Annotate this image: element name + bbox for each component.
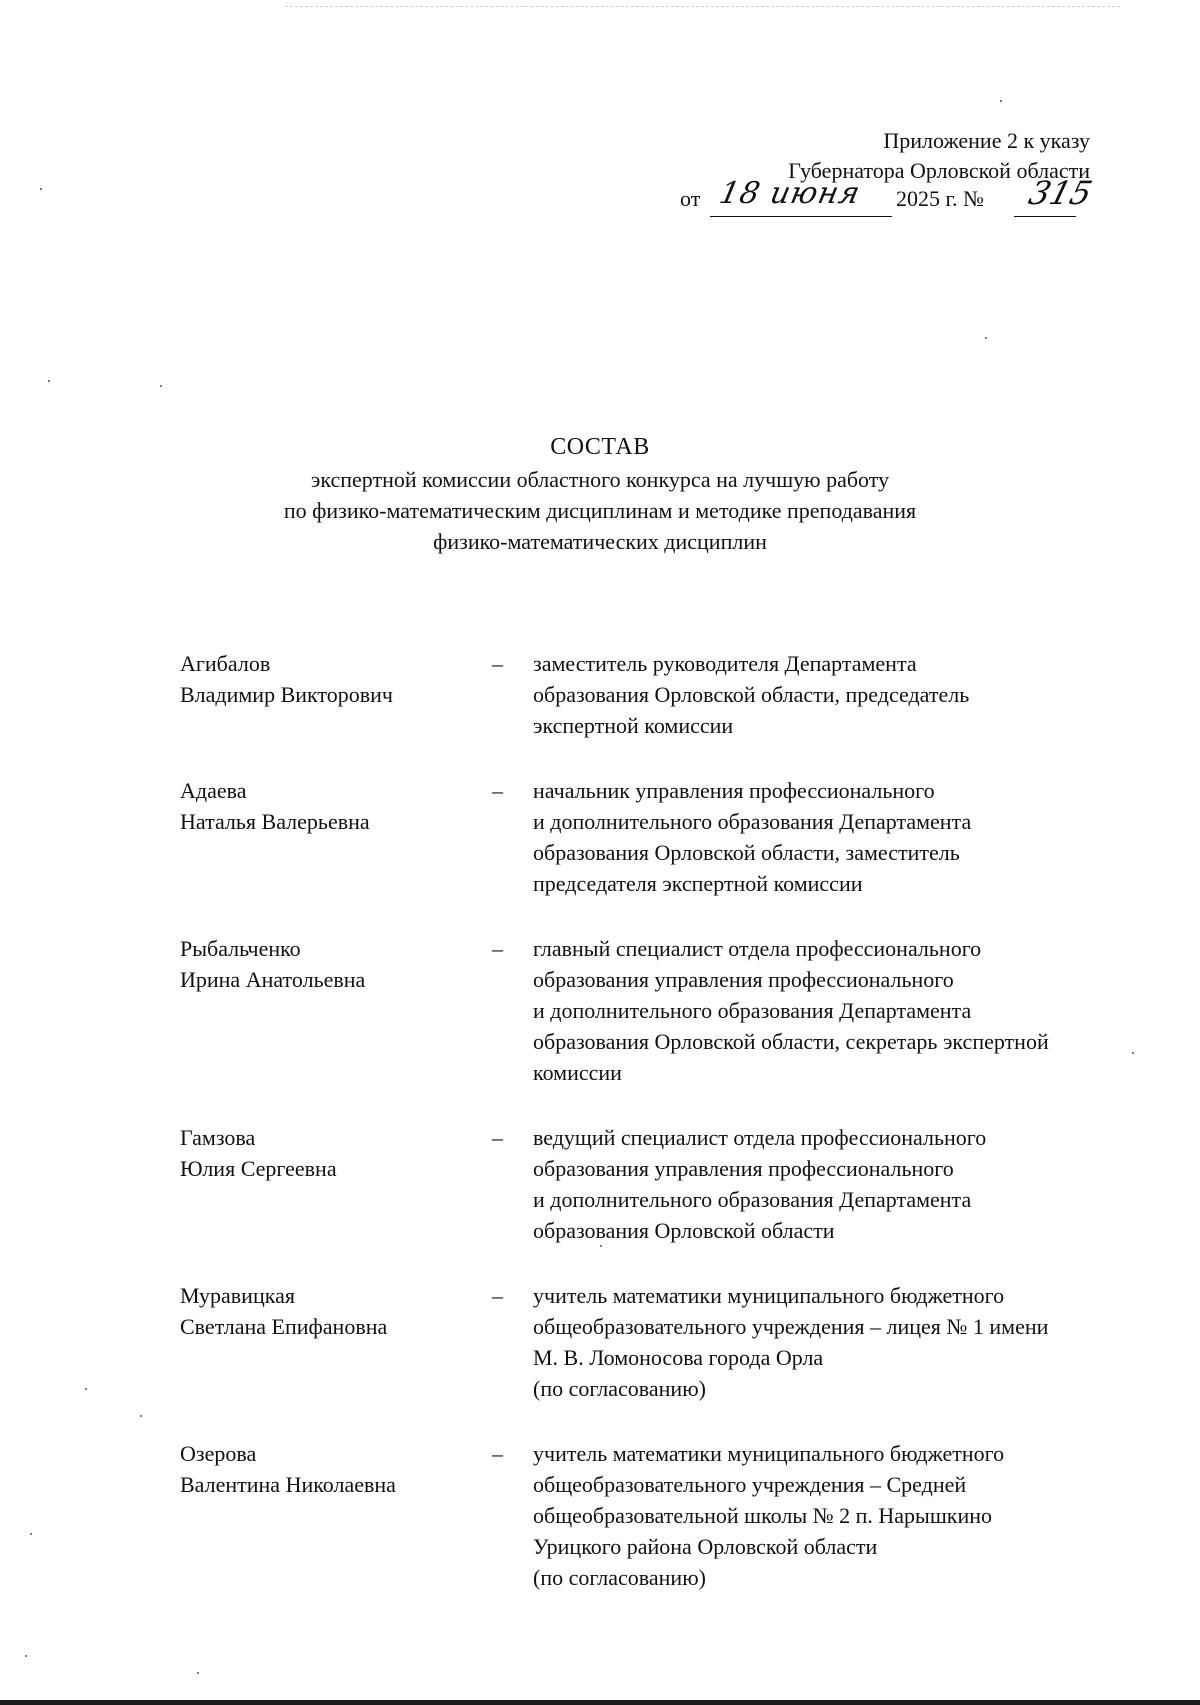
commission-member-list — [180, 648, 1140, 1627]
member-entry — [180, 1280, 1140, 1404]
member-given-names: Владимир Викторович — [180, 682, 393, 707]
role-line: Урицкого района Орловской области — [533, 1534, 878, 1559]
member-dash: – — [492, 936, 503, 961]
member-role — [533, 1438, 1133, 1593]
role-line: главный специалист отдела профессионального — [533, 936, 982, 961]
member-role — [533, 648, 1133, 741]
date-underline — [710, 216, 892, 217]
member-role — [533, 1122, 1133, 1246]
role-line: и дополнительного образования Департамента — [533, 998, 972, 1023]
role-line: и дополнительного образования Департамента — [533, 1187, 972, 1212]
scan-speck — [40, 188, 42, 190]
role-line: общеобразовательной школы № 2 п. Нарышкино — [533, 1503, 993, 1528]
date-prefix: от — [680, 186, 701, 211]
member-entry — [180, 1438, 1140, 1593]
scan-top-edge — [285, 6, 1120, 7]
heading-line: по физико-математическим дисциплинам и методике преподавания — [283, 498, 917, 523]
member-given-names: Светлана Епифановна — [180, 1314, 388, 1339]
role-line: образования Орловской области, председатель — [533, 682, 970, 707]
member-surname: Агибалов — [180, 651, 271, 676]
member-surname: Озерова — [180, 1441, 257, 1466]
member-role — [533, 1280, 1133, 1404]
role-line: начальник управления профессионального — [533, 778, 935, 803]
member-name — [180, 1438, 480, 1500]
scan-speck — [160, 385, 162, 387]
scan-speck — [985, 337, 987, 339]
member-entry — [180, 648, 1140, 741]
handwritten-date: 18 июня — [716, 176, 864, 211]
role-line: образования Орловской области, заместитель — [533, 840, 960, 865]
role-line: комиссии — [533, 1060, 622, 1085]
member-dash: – — [492, 1125, 503, 1150]
document-title: СОСТАВ — [550, 434, 650, 460]
member-dash: – — [492, 1283, 503, 1308]
scan-speck — [25, 1655, 27, 1657]
member-role — [533, 933, 1133, 1088]
scan-speck — [1132, 1052, 1134, 1054]
role-line: учитель математики муниципального бюджетного — [533, 1441, 1005, 1466]
annex-line-2: Губернатора Орловской области — [788, 158, 1090, 183]
scan-speck — [85, 1388, 87, 1390]
heading-line: экспертной комиссии областного конкурса на лучшую работу — [310, 467, 890, 492]
scan-speck — [600, 1245, 602, 1247]
member-entry — [180, 933, 1140, 1088]
decree-date-number — [680, 174, 1100, 218]
role-line: общеобразовательного учреждения – Средней — [533, 1472, 967, 1497]
scan-speck — [140, 1415, 142, 1417]
member-dash: – — [492, 651, 503, 676]
role-line: и дополнительного образования Департамента — [533, 809, 972, 834]
member-given-names: Наталья Валерьевна — [180, 809, 370, 834]
member-surname: Гамзова — [180, 1125, 256, 1150]
member-entry — [180, 775, 1140, 899]
role-line: М. В. Ломоносова города Орла — [533, 1345, 824, 1370]
member-dash: – — [492, 1441, 503, 1466]
member-surname: Муравицкая — [180, 1283, 295, 1308]
member-name — [180, 1122, 480, 1184]
member-name — [180, 933, 480, 995]
scan-speck — [197, 1672, 199, 1674]
member-name — [180, 775, 480, 837]
annex-line-1: Приложение 2 к указу — [883, 128, 1090, 153]
role-line: (по согласованию) — [533, 1376, 706, 1401]
member-given-names: Валентина Николаевна — [180, 1472, 396, 1497]
handwritten-number: 315 — [1024, 174, 1097, 212]
document-heading — [0, 430, 1200, 557]
member-name — [180, 1280, 480, 1342]
member-dash: – — [492, 778, 503, 803]
member-given-names: Юлия Сергеевна — [180, 1156, 337, 1181]
scan-speck — [30, 1533, 32, 1535]
scan-bottom-edge — [0, 1700, 1200, 1705]
role-line: образования управления профессионального — [533, 967, 954, 992]
member-given-names: Ирина Анатольевна — [180, 967, 366, 992]
role-line: заместитель руководителя Департамента — [533, 651, 917, 676]
year-and-number-label: 2025 г. № — [896, 186, 985, 211]
member-surname: Рыбальченко — [180, 936, 301, 961]
member-surname: Адаева — [180, 778, 247, 803]
role-line: общеобразовательного учреждения – лицея № 1 имени — [533, 1314, 1049, 1339]
number-underline — [1014, 216, 1076, 217]
role-line: образования управления профессионального — [533, 1156, 954, 1181]
role-line: образования Орловской области — [533, 1218, 835, 1243]
member-entry — [180, 1122, 1140, 1246]
role-line: ведущий специалист отдела профессионального — [533, 1125, 987, 1150]
heading-line: физико-математических дисциплин — [433, 529, 767, 554]
scan-speck — [1000, 100, 1002, 102]
role-line: председателя экспертной комиссии — [533, 871, 863, 896]
role-line: (по согласованию) — [533, 1565, 706, 1590]
role-line: образования Орловской области, секретарь экспертной — [533, 1029, 1049, 1054]
role-line: учитель математики муниципального бюджетного — [533, 1283, 1005, 1308]
scan-speck — [48, 380, 50, 382]
member-role — [533, 775, 1133, 899]
member-name — [180, 648, 480, 710]
role-line: экспертной комиссии — [533, 713, 734, 738]
